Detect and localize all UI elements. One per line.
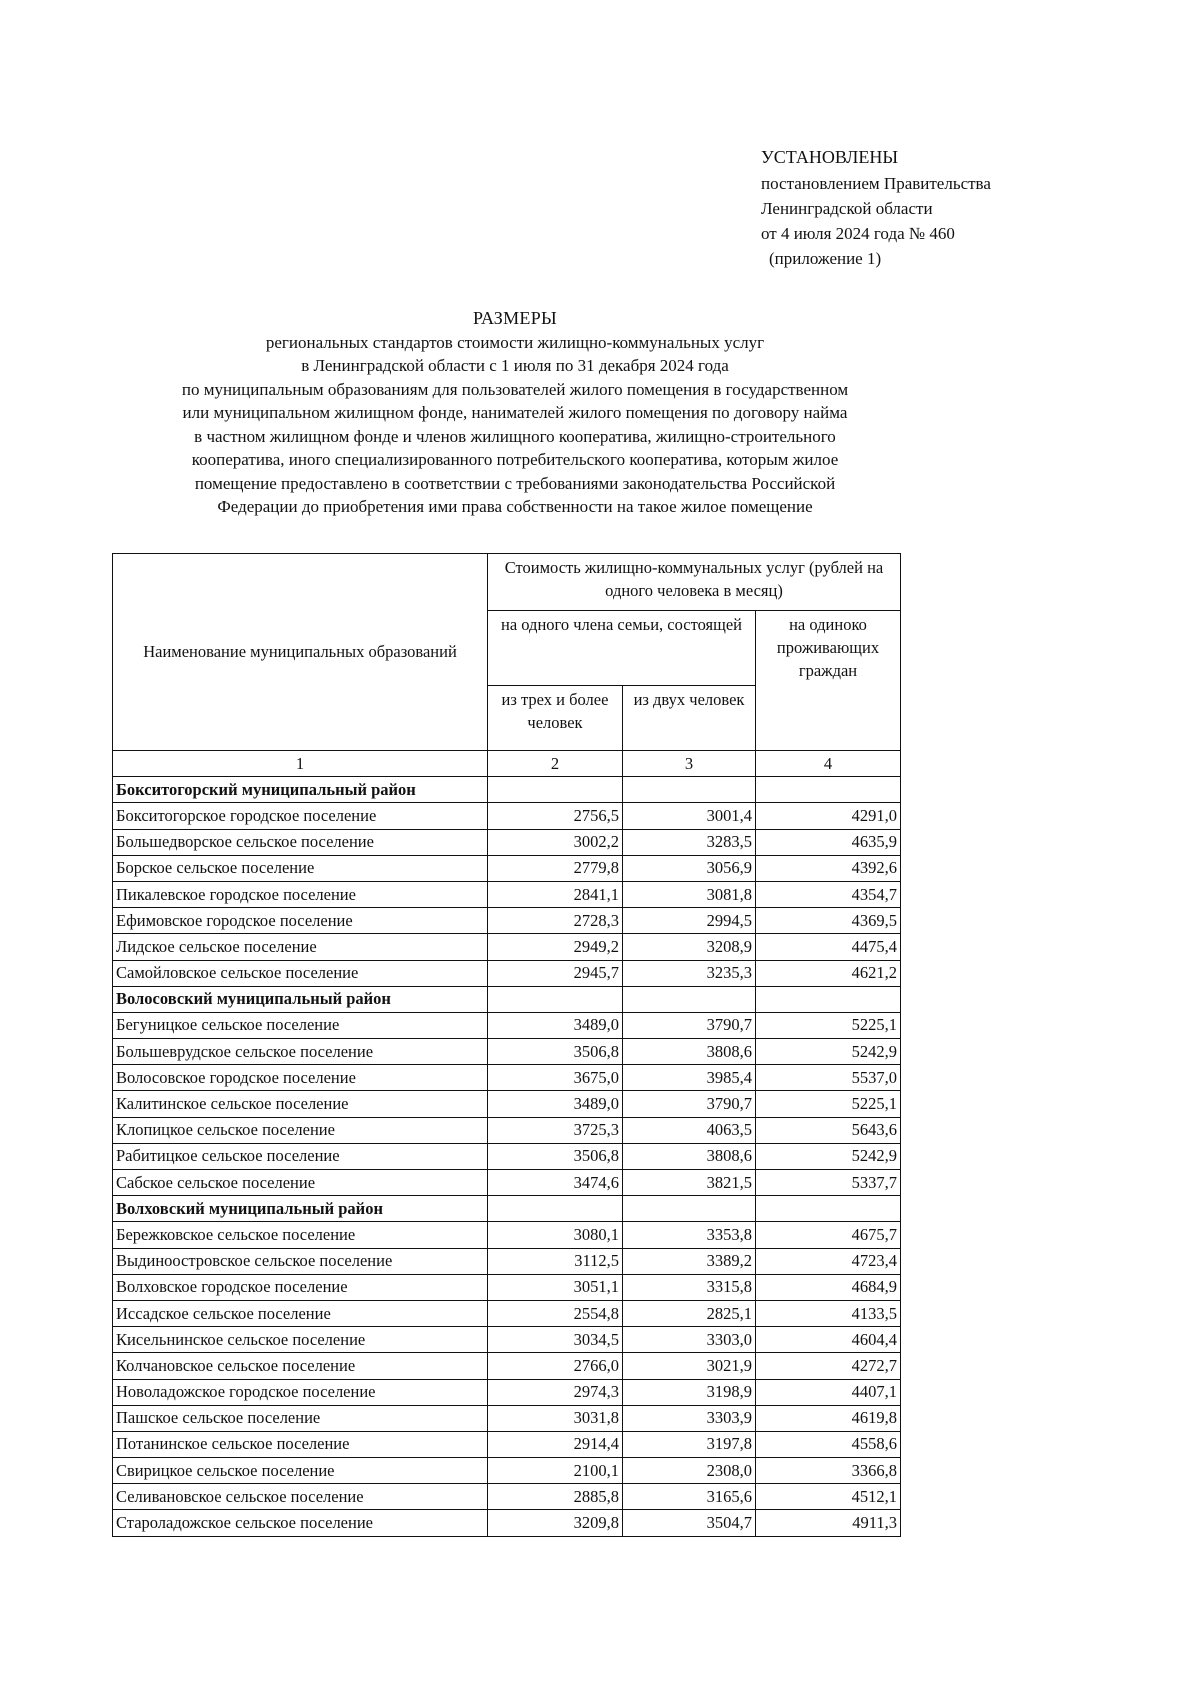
family-group-header: на одного члена семьи, состоящей: [488, 611, 756, 686]
cost-cell: 4723,4: [756, 1248, 901, 1274]
cost-cell: 3056,9: [623, 855, 756, 881]
cost-cell: 5337,7: [756, 1170, 901, 1196]
heading-line: или муниципальном жилищном фонде, нанимателей жилого помещения по договору найма: [182, 403, 848, 422]
table-row: [113, 1300, 901, 1326]
settlement-name: Пикалевское городское поселение: [113, 881, 488, 907]
cost-cell: 3366,8: [756, 1458, 901, 1484]
cost-cell: 4392,6: [756, 855, 901, 881]
approval-line: Ленинградской области: [761, 199, 933, 218]
table-row: [113, 1458, 901, 1484]
table-row: [113, 1353, 901, 1379]
cost-cell: 3235,3: [623, 960, 756, 986]
cost-cell: 3821,5: [623, 1170, 756, 1196]
document-title: РАЗМЕРЫ: [472, 308, 558, 328]
approval-annex: (приложение 1): [769, 249, 882, 268]
settlement-name: Потанинское сельское поселение: [113, 1431, 488, 1457]
cost-cell: 3283,5: [623, 829, 756, 855]
cost-cell: 4063,5: [623, 1117, 756, 1143]
district-row: [113, 777, 901, 803]
cost-cell: 3725,3: [488, 1117, 623, 1143]
cost-cell: 3080,1: [488, 1222, 623, 1248]
settlement-name: Кисельнинское сельское поселение: [113, 1327, 488, 1353]
table-row: [113, 1510, 901, 1536]
cost-cell: 2554,8: [488, 1300, 623, 1326]
cost-cell: 2945,7: [488, 960, 623, 986]
cost-cell: [488, 986, 623, 1012]
settlement-name: Ефимовское городское поселение: [113, 908, 488, 934]
cost-cell: 5537,0: [756, 1065, 901, 1091]
settlement-name: Селивановское сельское поселение: [113, 1484, 488, 1510]
three-plus-column-header: из трех и более человек: [488, 686, 623, 751]
cost-cell: 3031,8: [488, 1405, 623, 1431]
settlement-name: Бережковское сельское поселение: [113, 1222, 488, 1248]
cost-cell: 3001,4: [623, 803, 756, 829]
cost-cell: 3506,8: [488, 1143, 623, 1169]
heading-line: Федерации до приобретения ими права собственности на такое жилое помещение: [217, 497, 813, 516]
cost-cell: [488, 777, 623, 803]
settlement-name: Борское сельское поселение: [113, 855, 488, 881]
table-row: [113, 1039, 901, 1065]
settlement-name: Самойловское сельское поселение: [113, 960, 488, 986]
cost-cell: 3197,8: [623, 1431, 756, 1457]
settlement-name: Большедворское сельское поселение: [113, 829, 488, 855]
cost-cell: 3489,0: [488, 1012, 623, 1038]
settlement-name: Колчановское сельское поселение: [113, 1353, 488, 1379]
cost-cell: 4291,0: [756, 803, 901, 829]
cost-cell: 2825,1: [623, 1300, 756, 1326]
cost-cell: 3506,8: [488, 1039, 623, 1065]
settlement-name: Староладожское сельское поселение: [113, 1510, 488, 1536]
cost-cell: 4407,1: [756, 1379, 901, 1405]
cost-cell: [623, 986, 756, 1012]
cost-cell: 4558,6: [756, 1431, 901, 1457]
cost-cell: 5225,1: [756, 1012, 901, 1038]
cost-cell: 3808,6: [623, 1039, 756, 1065]
cost-cell: 3985,4: [623, 1065, 756, 1091]
settlement-name: Лидское сельское поселение: [113, 934, 488, 960]
table-row: [113, 1170, 901, 1196]
table-row: [113, 1222, 901, 1248]
cost-cell: 4619,8: [756, 1405, 901, 1431]
district-row: [113, 1196, 901, 1222]
cost-cell: 3303,0: [623, 1327, 756, 1353]
table-row: [113, 1012, 901, 1038]
cost-cell: 2885,8: [488, 1484, 623, 1510]
table-row: [113, 1274, 901, 1300]
settlement-name: Рабитицкое сельское поселение: [113, 1143, 488, 1169]
cost-cell: 4684,9: [756, 1274, 901, 1300]
settlement-name: Волосовское городское поселение: [113, 1065, 488, 1091]
column-index: 1: [113, 751, 488, 777]
cost-cell: 3790,7: [623, 1091, 756, 1117]
cost-cell: 2974,3: [488, 1379, 623, 1405]
cost-cell: 3389,2: [623, 1248, 756, 1274]
cost-cell: 4635,9: [756, 829, 901, 855]
cost-cell: 2914,4: [488, 1431, 623, 1457]
approval-line: постановлением Правительства: [761, 174, 991, 193]
single-column-header: на одиноко проживающих граждан: [756, 611, 901, 751]
settlement-name: Новоладожское городское поселение: [113, 1379, 488, 1405]
document-heading: [100, 307, 930, 519]
cost-cell: 3315,8: [623, 1274, 756, 1300]
settlement-name: Пашское сельское поселение: [113, 1405, 488, 1431]
cost-cell: 3002,2: [488, 829, 623, 855]
settlement-name: Свирицкое сельское поселение: [113, 1458, 488, 1484]
table-row: [113, 829, 901, 855]
cost-cell: 3675,0: [488, 1065, 623, 1091]
cost-cell: 4475,4: [756, 934, 901, 960]
heading-line: региональных стандартов стоимости жилищно-коммунальных услуг: [265, 332, 765, 352]
cost-cell: 2756,5: [488, 803, 623, 829]
table-row: [113, 1327, 901, 1353]
column-index: 4: [756, 751, 901, 777]
cost-cell: [756, 1196, 901, 1222]
table-row: [113, 1117, 901, 1143]
settlement-name: Клопицкое сельское поселение: [113, 1117, 488, 1143]
cost-cell: 2841,1: [488, 881, 623, 907]
cost-cell: 3489,0: [488, 1091, 623, 1117]
heading-line: в частном жилищном фонде и членов жилищного кооператива, жилищно-строительного: [194, 426, 836, 446]
settlement-name: Выдиноостровское сельское поселение: [113, 1248, 488, 1274]
approval-title: УСТАНОВЛЕНЫ: [761, 147, 899, 167]
cost-cell: 3165,6: [623, 1484, 756, 1510]
table-row: [113, 1484, 901, 1510]
approval-stamp: [761, 145, 991, 271]
cost-cell: 3790,7: [623, 1012, 756, 1038]
heading-line: в Ленинградской области с 1 июля по 31 декабря 2024 года: [301, 356, 729, 375]
cost-cell: 4272,7: [756, 1353, 901, 1379]
table-row: [113, 934, 901, 960]
cost-cell: 3051,1: [488, 1274, 623, 1300]
cost-cell: [623, 1196, 756, 1222]
cost-cell: 2728,3: [488, 908, 623, 934]
table-row: [113, 1431, 901, 1457]
cost-cell: 4604,4: [756, 1327, 901, 1353]
cost-cell: 4911,3: [756, 1510, 901, 1536]
cost-cell: 4369,5: [756, 908, 901, 934]
district-name: Волховский муниципальный район: [113, 1196, 488, 1222]
table-row: [113, 908, 901, 934]
approval-line: от 4 июля 2024 года № 460: [761, 224, 955, 243]
cost-cell: 3081,8: [623, 881, 756, 907]
cost-cell: 2949,2: [488, 934, 623, 960]
cost-cell: 5242,9: [756, 1039, 901, 1065]
cost-cell: 3034,5: [488, 1327, 623, 1353]
table-row: [113, 1379, 901, 1405]
settlement-name: Большеврудское сельское поселение: [113, 1039, 488, 1065]
column-index: 3: [623, 751, 756, 777]
table-row: [113, 1143, 901, 1169]
table-row: [113, 803, 901, 829]
cost-cell: 2100,1: [488, 1458, 623, 1484]
table-row: [113, 881, 901, 907]
cost-cell: 4133,5: [756, 1300, 901, 1326]
settlement-name: Волховское городское поселение: [113, 1274, 488, 1300]
cost-cell: 3353,8: [623, 1222, 756, 1248]
rates-table: [112, 553, 901, 1537]
cost-cell: 4512,1: [756, 1484, 901, 1510]
table-row: [113, 960, 901, 986]
cost-cell: [623, 777, 756, 803]
cost-cell: 2994,5: [623, 908, 756, 934]
name-column-header: Наименование муниципальных образований: [113, 554, 488, 751]
settlement-name: Иссадское сельское поселение: [113, 1300, 488, 1326]
cost-cell: 4675,7: [756, 1222, 901, 1248]
settlement-name: Бокситогорское городское поселение: [113, 803, 488, 829]
cost-cell: 2766,0: [488, 1353, 623, 1379]
cost-cell: 4621,2: [756, 960, 901, 986]
cost-cell: 5643,6: [756, 1117, 901, 1143]
cost-cell: 3474,6: [488, 1170, 623, 1196]
cost-cell: [756, 986, 901, 1012]
heading-line: кооператива, иного специализированного потребительского кооператива, которым жилое: [191, 450, 839, 469]
heading-line: помещение предоставлено в соответствии с требованиями законодательства Российской: [194, 473, 836, 493]
district-name: Волосовский муниципальный район: [113, 986, 488, 1012]
table-row: [113, 1405, 901, 1431]
district-row: [113, 986, 901, 1012]
cost-cell: 3198,9: [623, 1379, 756, 1405]
cost-group-header: Стоимость жилищно-коммунальных услуг (рублей на одного человека в месяц): [488, 554, 901, 611]
district-name: Бокситогорский муниципальный район: [113, 777, 488, 803]
table-row: [113, 1065, 901, 1091]
cost-cell: 3208,9: [623, 934, 756, 960]
cost-cell: 2308,0: [623, 1458, 756, 1484]
cost-cell: 3303,9: [623, 1405, 756, 1431]
cost-cell: 2779,8: [488, 855, 623, 881]
heading-line: по муниципальным образованиям для пользователей жилого помещения в государственном: [181, 379, 849, 399]
cost-cell: [488, 1196, 623, 1222]
table-row: [113, 1091, 901, 1117]
cost-cell: [756, 777, 901, 803]
cost-cell: 5242,9: [756, 1143, 901, 1169]
cost-cell: 4354,7: [756, 881, 901, 907]
header-row: [113, 554, 901, 611]
settlement-name: Калитинское сельское поселение: [113, 1091, 488, 1117]
cost-cell: 3112,5: [488, 1248, 623, 1274]
cost-cell: 3209,8: [488, 1510, 623, 1536]
cost-cell: 5225,1: [756, 1091, 901, 1117]
table-row: [113, 855, 901, 881]
settlement-name: Бегуницкое сельское поселение: [113, 1012, 488, 1038]
cost-cell: 3808,6: [623, 1143, 756, 1169]
cost-cell: 3021,9: [623, 1353, 756, 1379]
column-index: 2: [488, 751, 623, 777]
cost-cell: 3504,7: [623, 1510, 756, 1536]
two-column-header: из двух человек: [623, 686, 756, 751]
index-row: [113, 751, 901, 777]
settlement-name: Сабское сельское поселение: [113, 1170, 488, 1196]
table-row: [113, 1248, 901, 1274]
